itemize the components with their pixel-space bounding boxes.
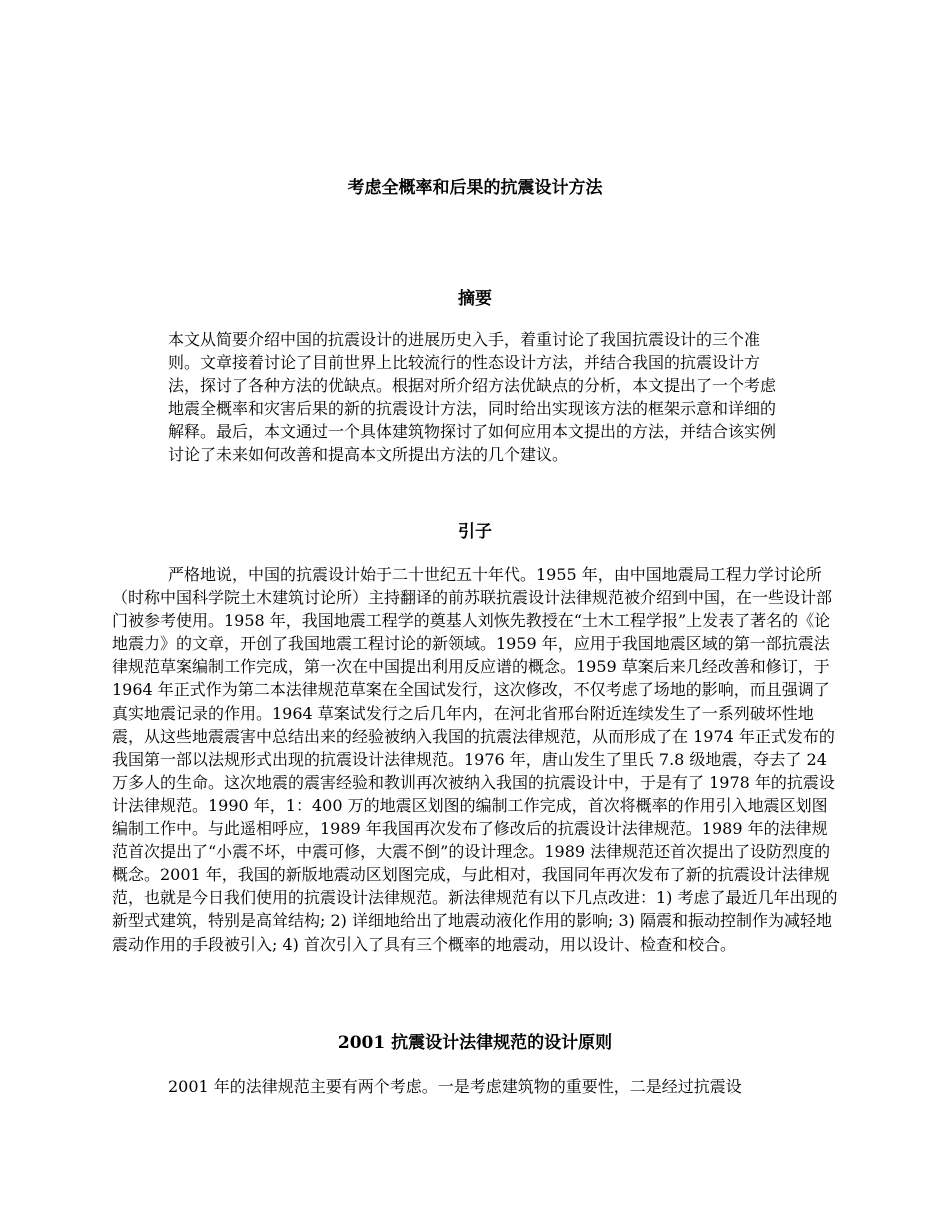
intro-paragraph: 严格地说，中国的抗震设计始于二十世纪五十年代。1955 年，由中国地震局工程力学讨论所（时称中国科学院土木建筑讨论所）主持翻译的前苏联抗震设计法律规范被介绍到中国，在一些设计部门被参考使用。1958 年，我国地震工程学的奠基人刘恢先教授在“土木工程学报”上发表了著名的《论地震力》的文章，开创了我国地震工程讨论的新领域。1959 年，应用于我国地震区域的第一部抗震法律规范草案编制工作完成，第一次在中国提出利用反应谱的概念。1959 草案后来几经改善和修订，于 1964 年正式作为第二本法律规范草案在全国试发行，这次修改，不仅考虑了场地的影响，而且强调了真实地震记录的作用。1964 草案试发行之后几年内，在河北省邢台附近连续发生了一系列破坏性地震，从这些地震震害中总结出来的经验被纳入我国的抗震法律规范，从而形成了在 1974 年正式发布的我国第一部以法规形式出现的抗震设计法律规范。1976 年，唐山发生了里氏 7.8 级地震，夺去了 24 万多人的生命。这次地震的震害经验和教训再次被纳入我国的抗震设计中，于是有了 1978 年的抗震设计法律规范。1990 年，1：400 万的地震区划图的编制工作完成，首次将概率的作用引入地震区划图编制工作中。与此遥相呼应，1989 年我国再次发布了修改后的抗震设计法律规范。1989 年的法律规范首次提出了“小震不坏，中震可修，大震不倒”的设计理念。1989 法律规范还首次提出了设防烈度的概念。2001 年，我国的新版地震动区划图完成，与此相对，我国同年再次发布了新的抗震设计法律规范，也就是今日我们使用的抗震设计法律规范。新法律规范有以下几点改进：1) 考虑了最近几年出现的新型式建筑，特别是高耸结构; 2) 详细地给出了地震动液化作用的影响; 3) 隔震和振动控制作为减轻地震动作用的手段被引入; 4) 首次引入了具有三个概率的地震动，用以设计、检查和校合。 xyxy=(112,565,838,954)
document-title: 考虑全概率和后果的抗震设计方法 xyxy=(347,178,603,198)
abstract-paragraph: 本文从简要介绍中国的抗震设计的进展历史入手，着重讨论了我国抗震设计的三个准则。文章接着讨论了目前世界上比较流行的性态设计方法，并结合我国的抗震设计方法，探讨了各种方法的优缺点。根据对所介绍方法优缺点的分析，本文提出了一个考虑地震全概率和灾害后果的新的抗震设计方法，同时给出实现该方法的框架示意和详细的解释。最后，本文通过一个具体建筑物探讨了如何应用本文提出的方法，并结合该实例讨论了未来如何改善和提高本文所提出方法的几个建议。 xyxy=(168,330,777,464)
intro-heading: 引子 xyxy=(458,522,492,542)
principles-paragraph: 2001 年的法律规范主要有两个考虑。一是考虑建筑物的重要性，二是经过抗震设 xyxy=(168,1077,742,1096)
abstract-heading: 摘要 xyxy=(458,289,492,309)
principles-heading: 2001 抗震设计法律规范的设计原则 xyxy=(337,1033,613,1053)
